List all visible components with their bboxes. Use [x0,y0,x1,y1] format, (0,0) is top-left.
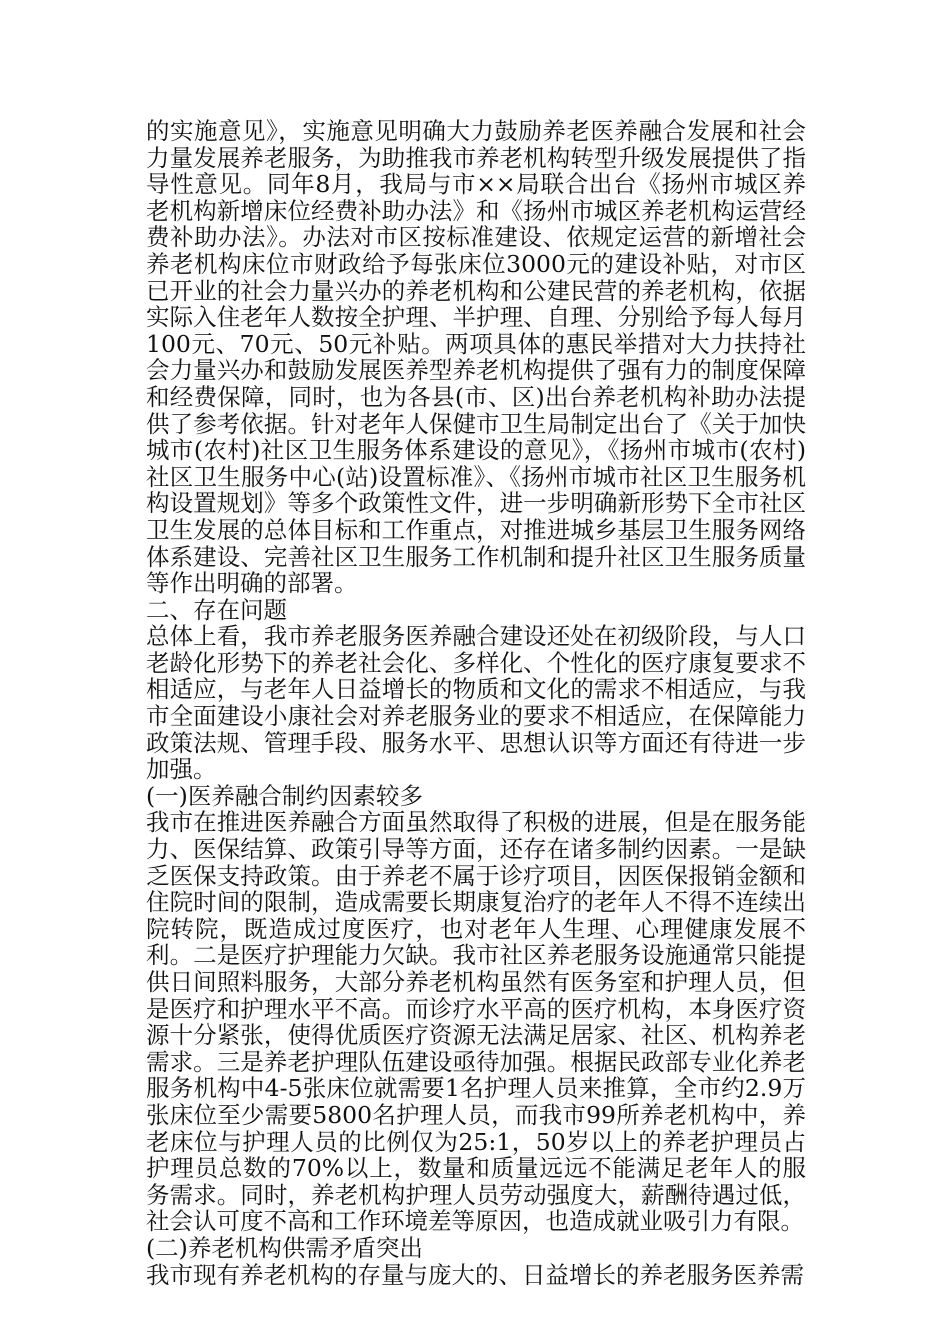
document-body [146,118,806,1288]
paragraph-overall-assessment: 总体上看，我市养老服务医养融合建设还处在初级阶段，与人口老龄化形势下的养老社会化、多样化、个性化的医疗康复要求不相适应，与老年人日益增长的物质和文化的需求不相适应，与我市全面建设小康社会对养老服务业的要求不相适应，在保障能力政策法规、管理手段、服务水平、思想认识等方面还有待进一步加强。 [146,622,806,784]
section-heading-existing-problems: 二、存在问题 [146,595,287,624]
subsection-heading-supply-demand: (二)养老机构供需矛盾突出 [146,1233,423,1262]
subsection-heading-constraints: (一)医养融合制约因素较多 [146,781,423,810]
paragraph-constraints: 我市在推进医养融合方面虽然取得了积极的进展，但是在服务能力、医保结算、政策引导等方面，还存在诸多制约因素。一是缺乏医保支持政策。由于养老不属于诊疗项目，因医保报销金额和住院时间的限制，造成需要长期康复治疗的老年人不得不连续出院转院，既造成过度医疗，也对老年人生理、心理健康发展不利。二是医疗护理能力欠缺。我市社区养老服务设施通常只能提供日间照料服务，大部分养老机构虽然有医务室和护理人员，但是医疗和护理水平不高。而诊疗水平高的医疗机构，本身医疗资源十分紧张，使得优质医疗资源无法满足居家、社区、机构养老需求。三是养老护理队伍建设亟待加强。根据民政部专业化养老服务机构中4-5张床位就需要1名护理人员来推算，全市约2.9万张床位至少需要5800名护理人员，而我市99所养老机构中，养老床位与护理人员的比例仅为25:1，50岁以上的养老护理员占护理员总数的70%以上，数量和质量远远不能满足老年人的服务需求。同时，养老机构护理人员劳动强度大，薪酬待遇过低，社会认可度不高和工作环境差等原因，也造成就业吸引力有限。 [146,808,806,1236]
paragraph-policy-subsidies: 的实施意见》，实施意见明确大力鼓励养老医养融合发展和社会力量发展养老服务，为助推我市养老机构转型升级发展提供了指导性意见。同年8月，我局与市××局联合出台《扬州市城区养老机构新增床位经费补助办法》和《扬州市城区养老机构运营经费补助办法》。办法对市区按标准建设、依规定运营的新增社会养老机构床位市财政给予每张床位3000元的建设补贴，对市区已开业的社会力量兴办的养老机构和公建民营的养老机构，依据实际入住老年人数按全护理、半护理、自理、分别给予每人每月100元、70元、50元补贴。两项具体的惠民举措对大力扶持社会力量兴办和鼓励发展医养型养老机构提供了强有力的制度保障和经费保障，同时，也为各县(市、区)出台养老机构补助办法提供了参考依据。针对老年人保健市卫生局制定出台了《关于加快城市(农村)社区卫生服务体系建设的意见》，《扬州市城市(农村)社区卫生服务中心(站)设置标准》、《扬州市城市社区卫生服务机构设置规划》等多个政策性文件，进一步明确新形势下全市社区卫生发展的总体目标和工作重点，对推进城乡基层卫生服务网络体系建设、完善社区卫生服务工作机制和提升社区卫生服务质量等作出明确的部署。 [146,117,806,598]
paragraph-supply-demand: 我市现有养老机构的存量与庞大的、日益增长的养老服务医养需 [146,1260,804,1289]
